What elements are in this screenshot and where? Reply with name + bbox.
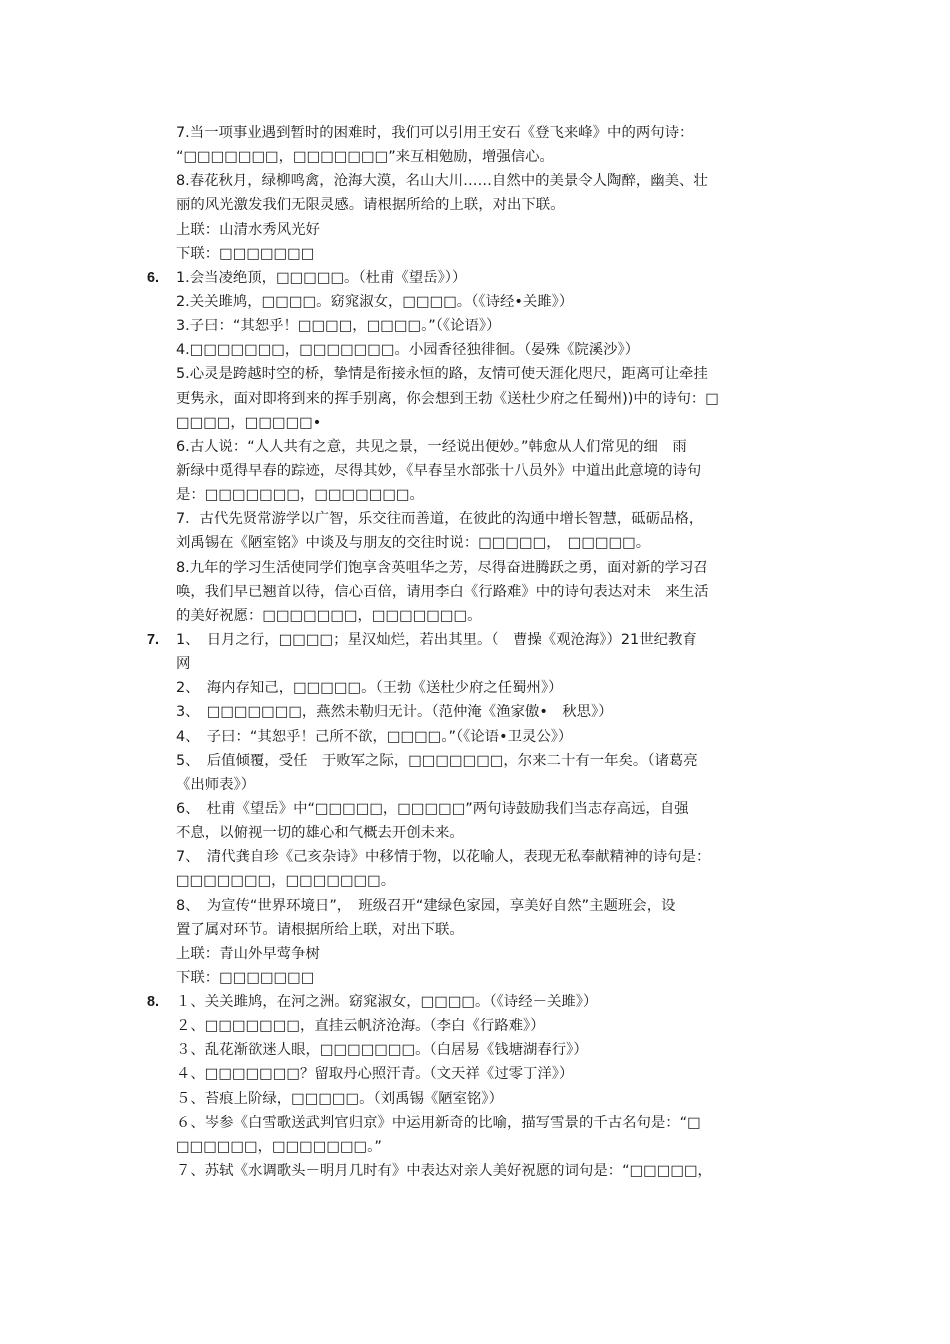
section-number: 8. <box>147 994 160 1011</box>
document-body <box>120 121 820 1183</box>
line-text: 3、 □□□□□□□，燕然未勒归无计。（范仲淹《渔家傲• 秋思》） <box>176 704 613 721</box>
line-text: １、关关雎鸠，在河之洲。窈窕淑女，□□□□。（《诗经－关雎》） <box>176 994 598 1011</box>
text-line <box>120 1087 820 1111</box>
text-line <box>120 218 820 242</box>
line-text: ４、□□□□□□□？留取丹心照汗青。（文天祥《过零丁洋》） <box>176 1066 574 1083</box>
line-text: □□□□□□，□□□□□□□。” <box>176 1138 382 1155</box>
line-text: 上联：青山外早莺争树 <box>176 945 320 962</box>
text-line <box>120 242 820 266</box>
line-text: “□□□□□□□，□□□□□□□”来互相勉励，增强信心。 <box>176 149 554 166</box>
line-text: □□□□□□□，□□□□□□□。 <box>176 873 396 890</box>
text-line <box>120 193 820 217</box>
text-line <box>120 700 820 724</box>
line-text: 7.当一项事业遇到暂时的困难时，我们可以引用王安石《登飞来峰》中的两句诗： <box>176 125 694 141</box>
line-text: ２、□□□□□□□，直挂云帆济沧海。（李白《行路难》） <box>176 1018 545 1035</box>
line-text: 2.关关雎鸠，□□□□。窈窕淑女，□□□□。（《诗经•关雎》） <box>176 293 574 310</box>
line-text: 6.古人说：“人人共有之意，共见之景，一经说出便妙。”韩愈从人们常见的细 雨 <box>176 438 687 455</box>
text-line <box>120 990 820 1014</box>
text-line <box>120 821 820 845</box>
text-line <box>120 411 820 435</box>
text-line <box>120 1014 820 1038</box>
text-line <box>120 652 820 676</box>
text-line <box>120 1038 820 1062</box>
text-line <box>120 290 820 314</box>
text-line <box>120 1159 820 1183</box>
line-text: 刘禹锡在《陋室铭》中谈及与朋友的交往时说：□□□□□， □□□□□。 <box>176 535 651 552</box>
line-text: 5.心灵是跨越时空的桥，挚情是衔接永恒的路，友情可使天涯化咫尺，距离可让牵挂 <box>176 366 708 383</box>
text-line <box>120 869 820 893</box>
line-text: ５、苔痕上阶绿，□□□□□。（刘禹锡《陋室铭》） <box>176 1090 504 1107</box>
text-line <box>120 773 820 797</box>
text-line <box>120 435 820 459</box>
line-text: ３、乱花渐欲迷人眼，□□□□□□□。（白居易《钱塘湖春行》） <box>176 1042 588 1059</box>
text-line <box>120 749 820 773</box>
line-text: 唤，我们早已翘首以待，信心百倍，请用李白《行路难》中的诗句表达对未 来生活 <box>176 583 709 600</box>
text-line <box>120 266 820 290</box>
line-text: 丽的风光激发我们无限灵感。请根据所给的上联，对出下联。 <box>176 197 565 214</box>
line-text: 2、 海内存知己，□□□□□。（王勃《送杜少府之任蜀州》） <box>176 680 563 697</box>
text-line <box>120 894 820 918</box>
text-line <box>120 387 820 411</box>
text-line <box>120 1062 820 1086</box>
text-line <box>120 459 820 483</box>
text-line <box>120 676 820 700</box>
text-line <box>120 121 820 145</box>
text-line <box>120 314 820 338</box>
text-line <box>120 942 820 966</box>
line-text: 5、 后值倾覆，受任 于败军之际，□□□□□□□，尔来二十有一年矣。（诸葛亮 <box>176 752 698 769</box>
text-line <box>120 580 820 604</box>
text-line <box>120 338 820 362</box>
line-text: 上联：山清水秀风光好 <box>176 221 320 238</box>
line-text: 置了属对环节。请根据所给上联，对出下联。 <box>176 921 464 938</box>
text-line <box>120 918 820 942</box>
text-line <box>120 145 820 169</box>
line-text: 8.九年的学习生活使同学们饱享含英咀华之芳，尽得奋进腾跃之勇，面对新的学习召 <box>176 559 708 576</box>
line-text: 网 <box>176 656 191 673</box>
line-text: 8、 为宣传“世界环境日”， 班级召开“建绿色家园，享美好自然”主题班会，设 <box>176 897 676 914</box>
section-number: 6. <box>147 269 160 286</box>
text-line <box>120 507 820 531</box>
line-text: 6、 杜甫《望岳》中“□□□□□，□□□□□”两句诗鼓励我们当志存高远，自强 <box>176 800 689 817</box>
line-text: 1.会当凌绝顶，□□□□□。（杜甫《望岳》）） <box>176 269 467 286</box>
text-line <box>120 604 820 628</box>
line-text: 7．古代先贤常游学以广智，乐交往而善道，在彼此的沟通中增长智慧，砥砺品格， <box>176 511 704 528</box>
text-line <box>120 966 820 990</box>
line-text: 的美好祝愿：□□□□□□□，□□□□□□□。 <box>176 607 482 624</box>
text-line <box>120 1135 820 1159</box>
section-number: 7. <box>147 631 160 648</box>
text-line <box>120 556 820 580</box>
line-text: 新绿中觅得早春的踪迹，尽得其妙，《早春呈水部张十八员外》中道出此意境的诗句 <box>176 462 702 479</box>
line-text: 更隽永，面对即将到来的挥手别离，你会想到王勃《送杜少府之任蜀州))中的诗句：□ <box>176 390 719 407</box>
line-text: 8.春花秋月，绿柳鸣禽，沧海大漠，名山大川……自然中的美景令人陶醉，幽美、壮 <box>176 173 708 190</box>
text-line <box>120 362 820 386</box>
line-text: 4.□□□□□□□，□□□□□□□。小园香径独徘徊。（晏殊《院溪沙》） <box>176 342 640 359</box>
line-text: 3.子曰：“其恕乎！□□□□，□□□□。”（《论语》） <box>176 318 501 335</box>
text-line <box>120 1111 820 1135</box>
text-line <box>120 628 820 652</box>
text-line <box>120 169 820 193</box>
text-line <box>120 797 820 821</box>
text-line <box>120 531 820 555</box>
line-text: 1、 日月之行，□□□□；星汉灿烂，若出其里。（ 曹操《观沧海》）21世纪教育 <box>176 631 697 648</box>
line-text: 不息，以俯视一切的雄心和气概去开创未来。 <box>176 825 464 842</box>
line-text: □□□□，□□□□□• <box>176 414 322 431</box>
line-text: 下联：□□□□□□□ <box>176 245 315 262</box>
line-text: 《出师表》） <box>176 776 256 793</box>
line-text: ７、苏轼《水调歌头－明月几时有》中表达对亲人美好祝愿的词句是：“□□□□□， <box>176 1163 712 1180</box>
line-text: 7、 清代龚自珍《己亥杂诗》中移情于物，以花喻人，表现无私奉献精神的诗句是： <box>176 849 711 866</box>
line-text: 下联：□□□□□□□ <box>176 969 315 986</box>
line-text: 4、 子曰：“其恕乎！己所不欲，□□□□。”（《论语•卫灵公》） <box>176 728 573 745</box>
text-line <box>120 845 820 869</box>
text-line <box>120 725 820 749</box>
line-text: 是：□□□□□□□，□□□□□□□。 <box>176 487 424 504</box>
line-text: ６、岑参《白雪歌送武判官归京》中运用新奇的比喻，描写雪景的千古名句是：“□ <box>176 1114 701 1131</box>
text-line <box>120 483 820 507</box>
